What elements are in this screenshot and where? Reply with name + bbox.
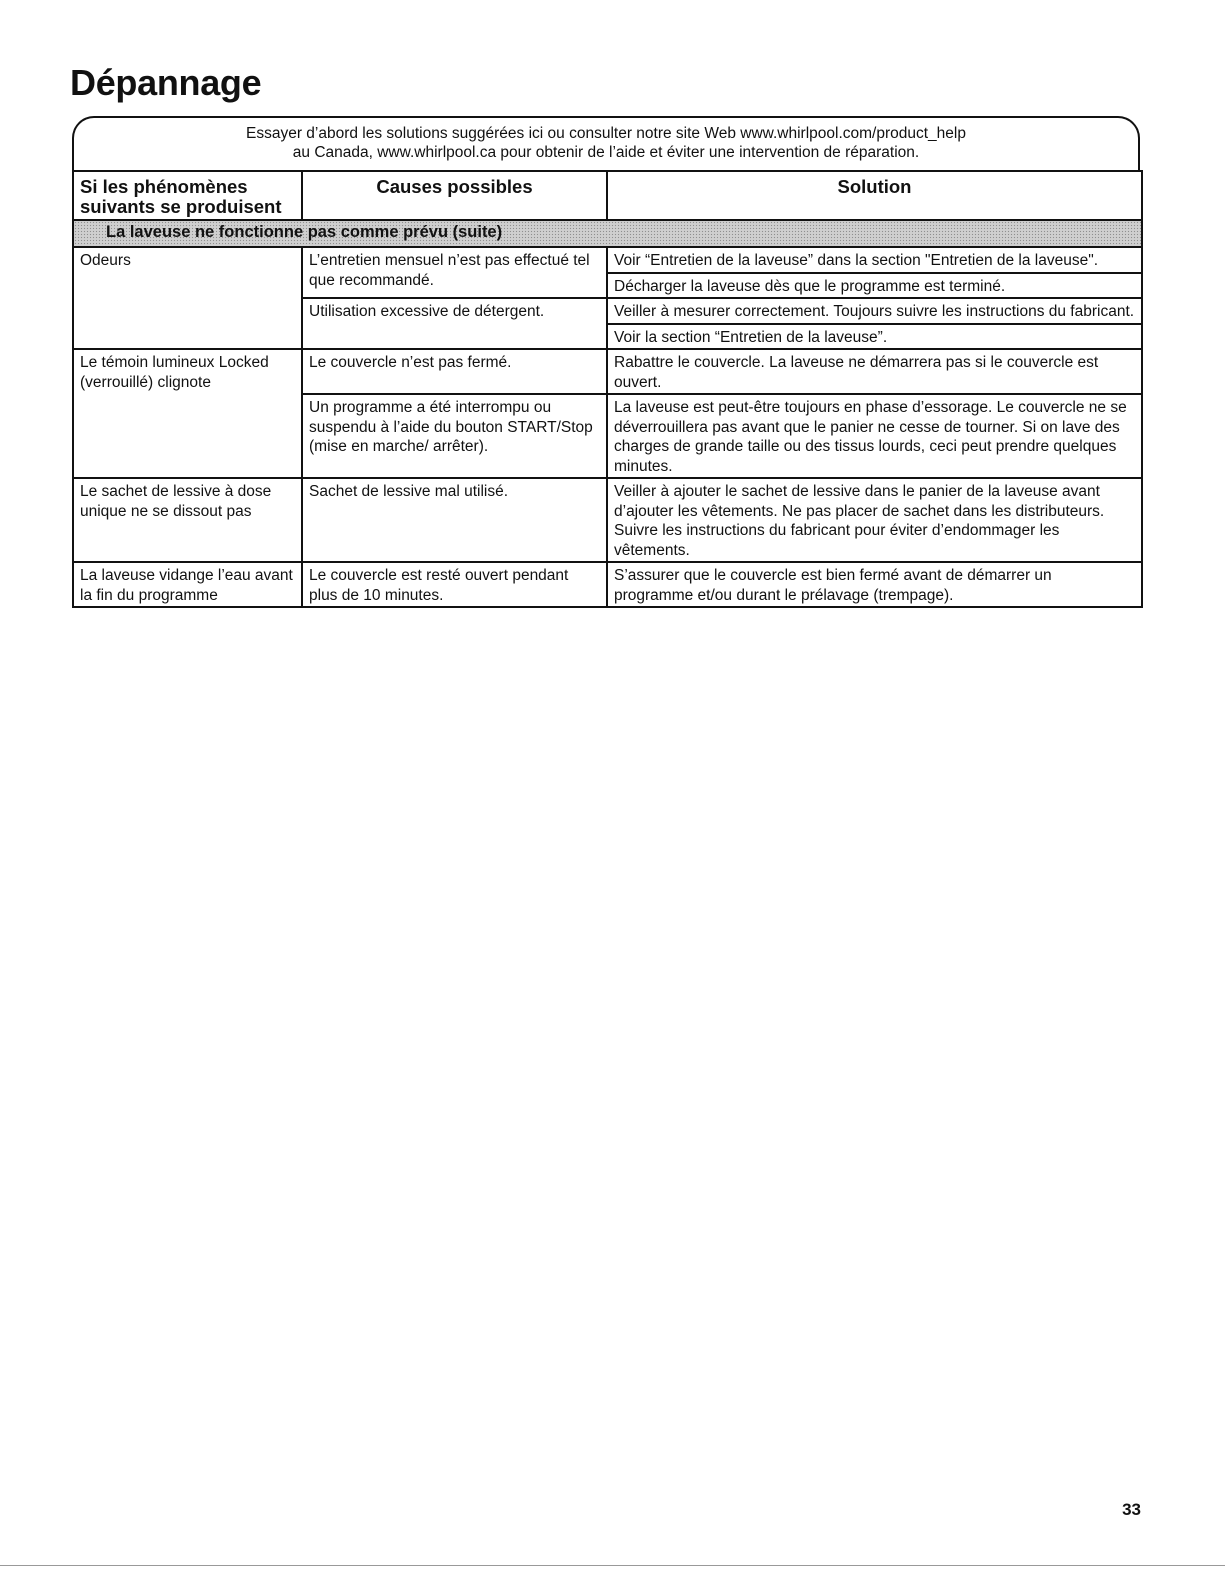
header-causes: Causes possibles xyxy=(302,171,607,220)
bottom-rule xyxy=(0,1565,1225,1566)
intro-line-1: Essayer d’abord les solutions suggérées ici ou consulter notre site Web www.whirlpool.com/product_help xyxy=(246,125,966,142)
header-symptoms-line1: Si les phénomènes xyxy=(80,176,248,197)
intro-line-2: au Canada, www.whirlpool.ca pour obtenir de l’aide et éviter une intervention de réparation. xyxy=(292,144,920,161)
page-number: 33 xyxy=(1122,1500,1141,1519)
solution-cell: S’assurer que le couvercle est bien fermé avant de démarrer un programme et/ou durant le prélavage (trempage). xyxy=(607,562,1142,607)
intro-box xyxy=(72,116,1140,170)
page-title: Dépannage xyxy=(70,62,262,103)
symptom-cell: Le sachet de lessive à dose unique ne se dissout pas xyxy=(73,478,302,562)
table-row xyxy=(73,349,1142,394)
cause-cell: Le couvercle est resté ouvert pendant plus de 10 minutes. xyxy=(302,562,607,607)
section-row xyxy=(73,220,1142,247)
cause-cell: Le couvercle n’est pas fermé. xyxy=(302,349,607,394)
symptom-cell: La laveuse vidange l’eau avant la fin du programme xyxy=(73,562,302,607)
cause-cell: Utilisation excessive de détergent. xyxy=(302,298,607,349)
symptom-cell: Odeurs xyxy=(73,247,302,349)
solution-cell: Voir la section “Entretien de la laveuse”. xyxy=(607,324,1142,350)
troubleshooting-table xyxy=(72,170,1143,608)
solution-cell: Veiller à ajouter le sachet de lessive dans le panier de la laveuse avant d’ajouter les vêtements. Ne pas placer de sachet dans les distributeurs. Suivre les instructions du fabricant pour éviter d’endommager les vêtements. xyxy=(607,478,1142,562)
table-row xyxy=(73,562,1142,607)
solution-cell: Veiller à mesurer correctement. Toujours suivre les instructions du fabricant. xyxy=(607,298,1142,324)
symptom-cell: Le témoin lumineux Locked (verrouillé) clignote xyxy=(73,349,302,478)
solution-cell: Rabattre le couvercle. La laveuse ne démarrera pas si le couvercle est ouvert. xyxy=(607,349,1142,394)
header-symptoms-line2: suivants se produisent xyxy=(80,196,282,217)
section-title: La laveuse ne fonctionne pas comme prévu (suite) xyxy=(73,220,1142,247)
header-symptoms xyxy=(73,171,302,220)
header-solution: Solution xyxy=(607,171,1142,220)
cause-cell: Un programme a été interrompu ou suspendu à l’aide du bouton START/Stop (mise en marche/ arrêter). xyxy=(302,394,607,478)
table-row xyxy=(73,247,1142,273)
cause-cell: Sachet de lessive mal utilisé. xyxy=(302,478,607,562)
solution-cell: Décharger la laveuse dès que le programme est terminé. xyxy=(607,273,1142,299)
table-row xyxy=(73,478,1142,562)
cause-cell: L’entretien mensuel n’est pas effectué tel que recommandé. xyxy=(302,247,607,298)
solution-cell: Voir “Entretien de la laveuse” dans la section "Entretien de la laveuse". xyxy=(607,247,1142,273)
solution-cell: La laveuse est peut-être toujours en phase d’essorage. Le couvercle ne se déverrouillera pas avant que le panier ne cesse de tourner. Si on lave des charges de grande taille ou des tissus lourds, ceci peut prendre quelques minutes. xyxy=(607,394,1142,478)
table-header-row xyxy=(73,171,1142,220)
